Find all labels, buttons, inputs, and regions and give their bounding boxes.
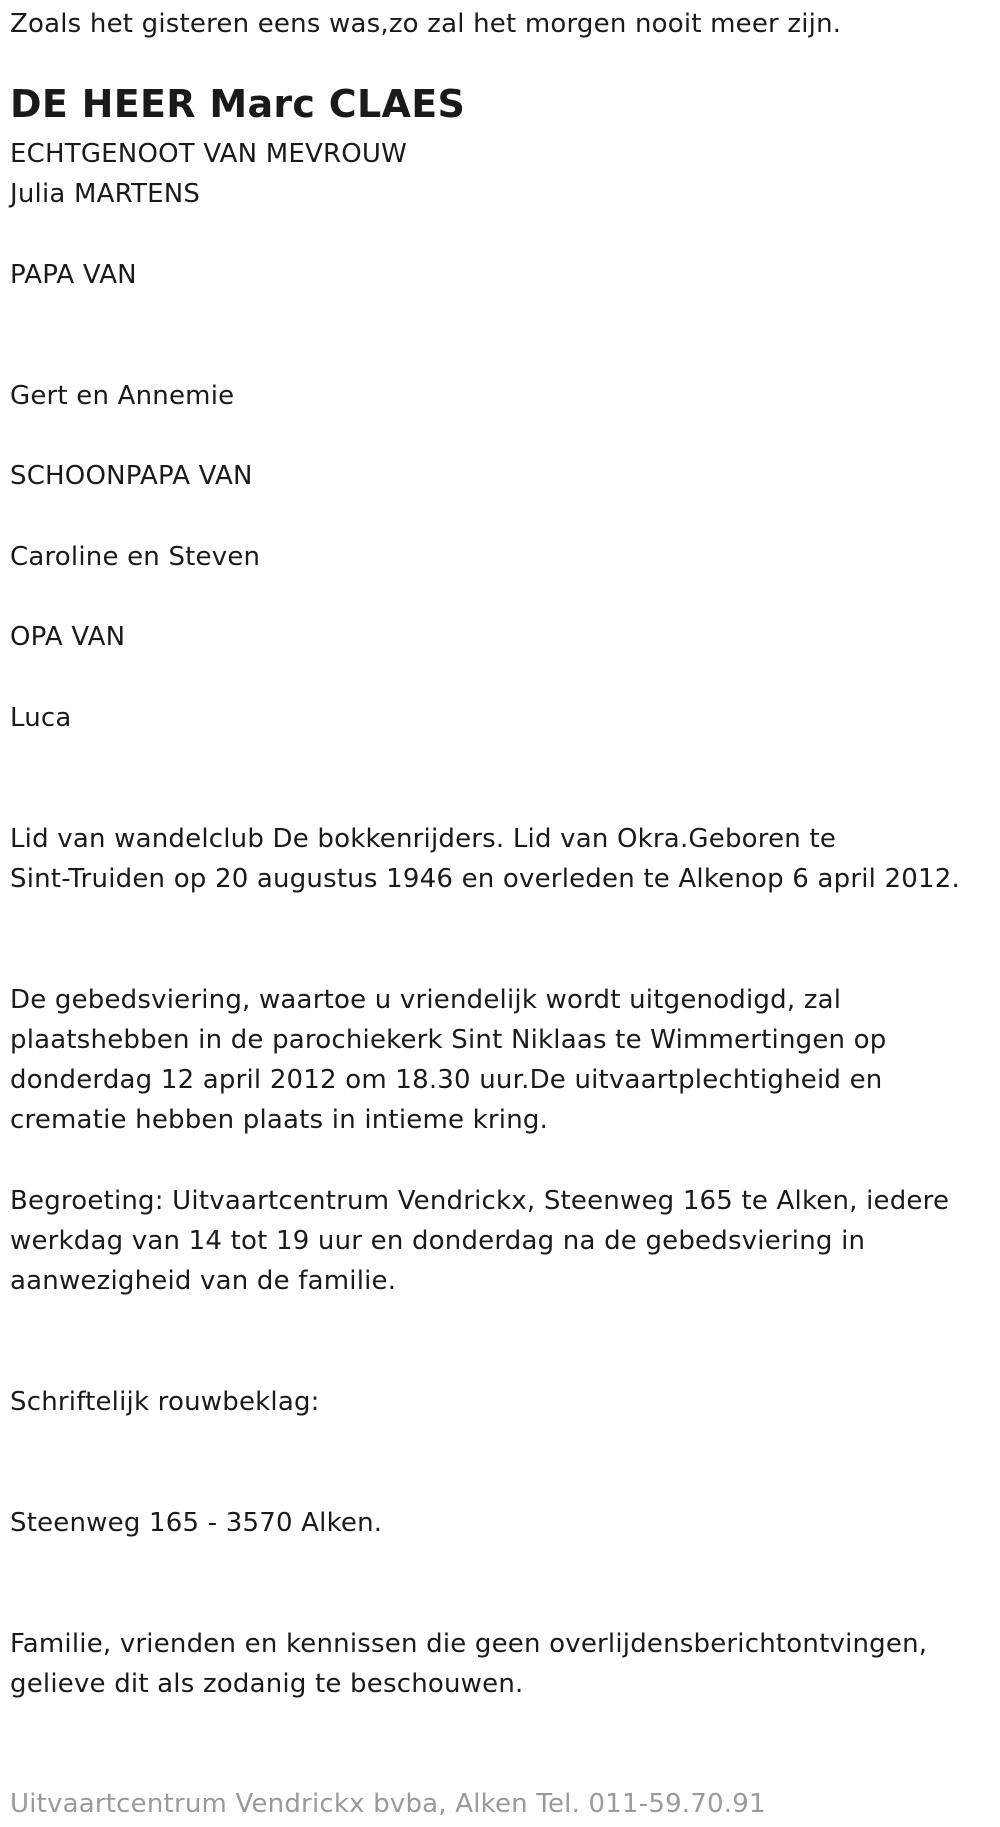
funeral-home-footer: Uitvaartcentrum Vendrickx bvba, Alken Tel. 011-59.70.91 bbox=[10, 1789, 766, 1819]
spouse-label: ECHTGENOOT VAN MEVROUW bbox=[10, 139, 408, 169]
visitation-line: werkdag van 14 tot 19 uur en donderdag na de gebedsviering in bbox=[10, 1226, 866, 1256]
notice-line: gelieve dit als zodanig te beschouwen. bbox=[10, 1669, 524, 1699]
bio-line: Sint-Truiden op 20 augustus 1946 en overleden te Alkenop 6 april 2012. bbox=[10, 864, 960, 894]
spouse-name: Julia MARTENS bbox=[10, 179, 201, 209]
grandchildren-names: Luca bbox=[10, 703, 72, 733]
service-line: De gebedsviering, waartoe u vriendelijk wordt uitgenodigd, zal bbox=[10, 985, 842, 1015]
visitation-line: aanwezigheid van de familie. bbox=[10, 1266, 397, 1296]
deceased-name: DE HEER Marc CLAES bbox=[10, 82, 466, 126]
service-line: donderdag 12 april 2012 om 18.30 uur.De uitvaartplechtigheid en bbox=[10, 1065, 883, 1095]
bio-line: Lid van wandelclub De bokkenrijders. Lid van Okra.Geboren te bbox=[10, 824, 837, 854]
in-laws-label: SCHOONPAPA VAN bbox=[10, 461, 253, 491]
in-laws-names: Caroline en Steven bbox=[10, 542, 261, 572]
condolences-label: Schriftelijk rouwbeklag: bbox=[10, 1387, 320, 1417]
service-line: plaatshebben in de parochiekerk Sint Niklaas te Wimmertingen op bbox=[10, 1025, 887, 1055]
children-names: Gert en Annemie bbox=[10, 381, 235, 411]
grandchildren-label: OPA VAN bbox=[10, 622, 126, 652]
children-label: PAPA VAN bbox=[10, 260, 137, 290]
condolences-address: Steenweg 165 - 3570 Alken. bbox=[10, 1508, 383, 1538]
motto: Zoals het gisteren eens was,zo zal het morgen nooit meer zijn. bbox=[10, 9, 842, 39]
notice-line: Familie, vrienden en kennissen die geen overlijdensberichtontvingen, bbox=[10, 1629, 928, 1659]
service-line: crematie hebben plaats in intieme kring. bbox=[10, 1105, 549, 1135]
visitation-line: Begroeting: Uitvaartcentrum Vendrickx, Steenweg 165 te Alken, iedere bbox=[10, 1186, 950, 1216]
